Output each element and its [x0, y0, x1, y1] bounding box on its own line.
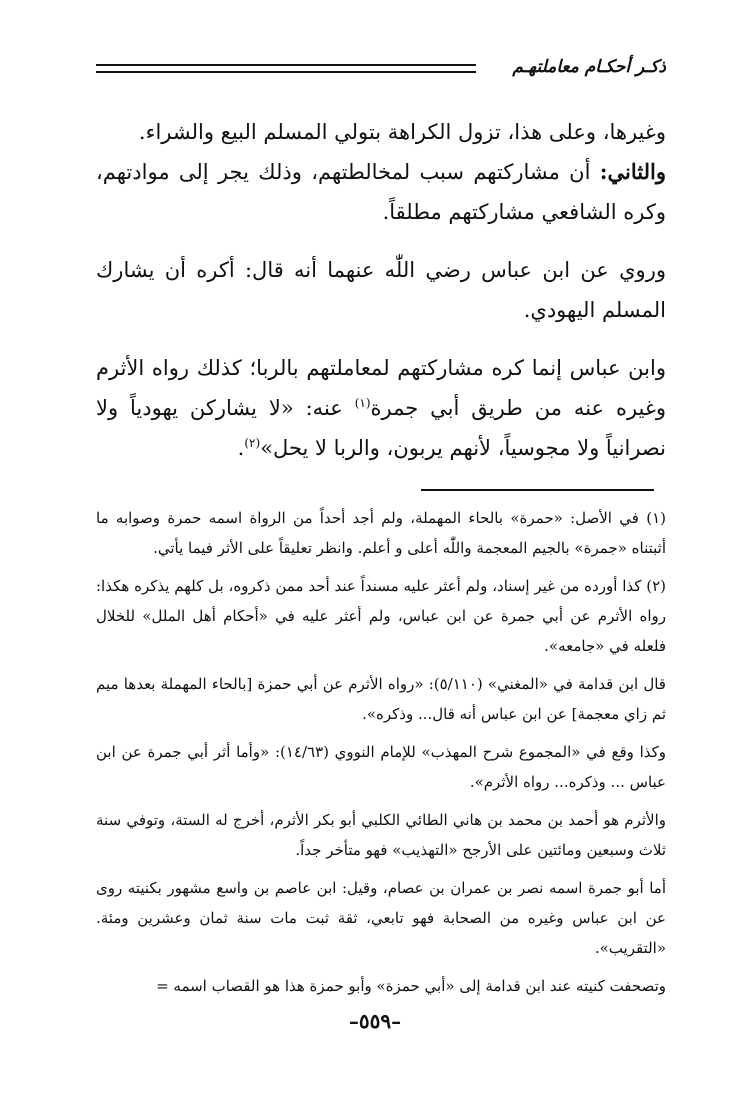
page-number: –٥٥٩– [348, 1009, 402, 1033]
paragraph-2-text: أن مشاركتهم سبب لمخالطتهم، وذلك يجر إلى موادتهم، وكره الشافعي مشاركتهم مطلقاً. [96, 160, 666, 224]
running-header [96, 56, 666, 82]
paragraph-2 [96, 152, 666, 232]
footnote-2-continued-3: والأثرم هو أحمد بن محمد بن هاني الطائي الكلبي أبو بكر الأثرم، أخرج له الستة، وتوفي سنة ثلاث وسبعين ومائتين على الأرجح «التهذيب» فهو متأخر جداً. [96, 811, 666, 859]
paragraph-3: وروي عن ابن عباس رضي اللّٰه عنهما أنه قال: أكره أن يشارك المسلم اليهودي. [96, 258, 666, 322]
paragraph-2-lead: والثاني: [599, 159, 666, 184]
footnotes [96, 503, 666, 1009]
paragraph-4-end: . [237, 436, 245, 460]
paragraph-4-part-2: عنه: «لا يشاركن يهودياً ولا نصرانياً ولا مجوسياً، لأنهم يربون، والربا لا يحل» [96, 396, 666, 460]
footnote-2-continued-5: وتصحفت كنيته عند ابن قدامة إلى «أبي حمزة» وأبو حمزة هذا هو القصاب اسمه = [156, 977, 666, 995]
footnote-ref-2: (٢) [244, 436, 261, 450]
footnote-2-continued-4: أما أبو جمرة اسمه نصر بن عمران بن عصام، وقيل: ابن عاصم بن واسع مشهور بكنيته روى عن ابن عباس وغيره من الصحابة فهو تابعي، ثقة ثبت مات سنة ثمان وعشرين ومئة. «التقريب». [96, 879, 666, 957]
header-double-rule [96, 64, 476, 73]
chapter-title: ذكـر أحكـام معاملتهـم [512, 57, 666, 77]
paragraph-1: وغيرها، وعلى هذا، تزول الكراهة بتولي المسلم البيع والشراء. [138, 120, 666, 144]
main-text [96, 112, 666, 468]
footnote-2-continued-2: وكذا وقع في «المجموع شرح المهذب» للإمام النووي (١٤/٦٣): «وأما أثر أبي جمرة عن ابن عباس ... وذكره... رواه الأثرم». [96, 743, 666, 791]
footnote-2: (٢) كذا أورده من غير إسناد، ولم أعثر عليه مسنداً عند أحد ممن ذكروه، بل كلهم يذكره هكذا: رواه الأثرم عن أبي جمرة عن ابن عباس، ولم أعثر عليه في «أحكام أهل الملل» للخلال فلعله في «جامعه». [96, 577, 666, 655]
footnote-1: (١) في الأصل: «حمرة» بالحاء المهملة، ولم أجد أحداً من الرواة اسمه حمرة وصوابه ما أثبتناه «جمرة» بالجيم المعجمة واللّٰه أعلى و أعلم. وانظر تعليقاً على الأثر فيما يأتي. [96, 509, 666, 557]
paragraph-4-part-1: وابن عباس إنما كره مشاركتهم لمعاملتهم بالربا؛ كذلك رواه الأثرم وغيره عنه من طريق أبي جمرة [96, 356, 667, 420]
footnote-separator [421, 489, 654, 491]
footnote-2-continued-1: قال ابن قدامة في «المغني» (٥/١١٠): «رواه الأثرم عن أبي حمزة [بالحاء المهملة بعدها ميم ثم زاي معجمة] عن ابن عباس أنه قال... وذكره». [96, 675, 666, 723]
footnote-ref-1: (١) [354, 396, 371, 410]
paragraph-4 [96, 348, 666, 468]
